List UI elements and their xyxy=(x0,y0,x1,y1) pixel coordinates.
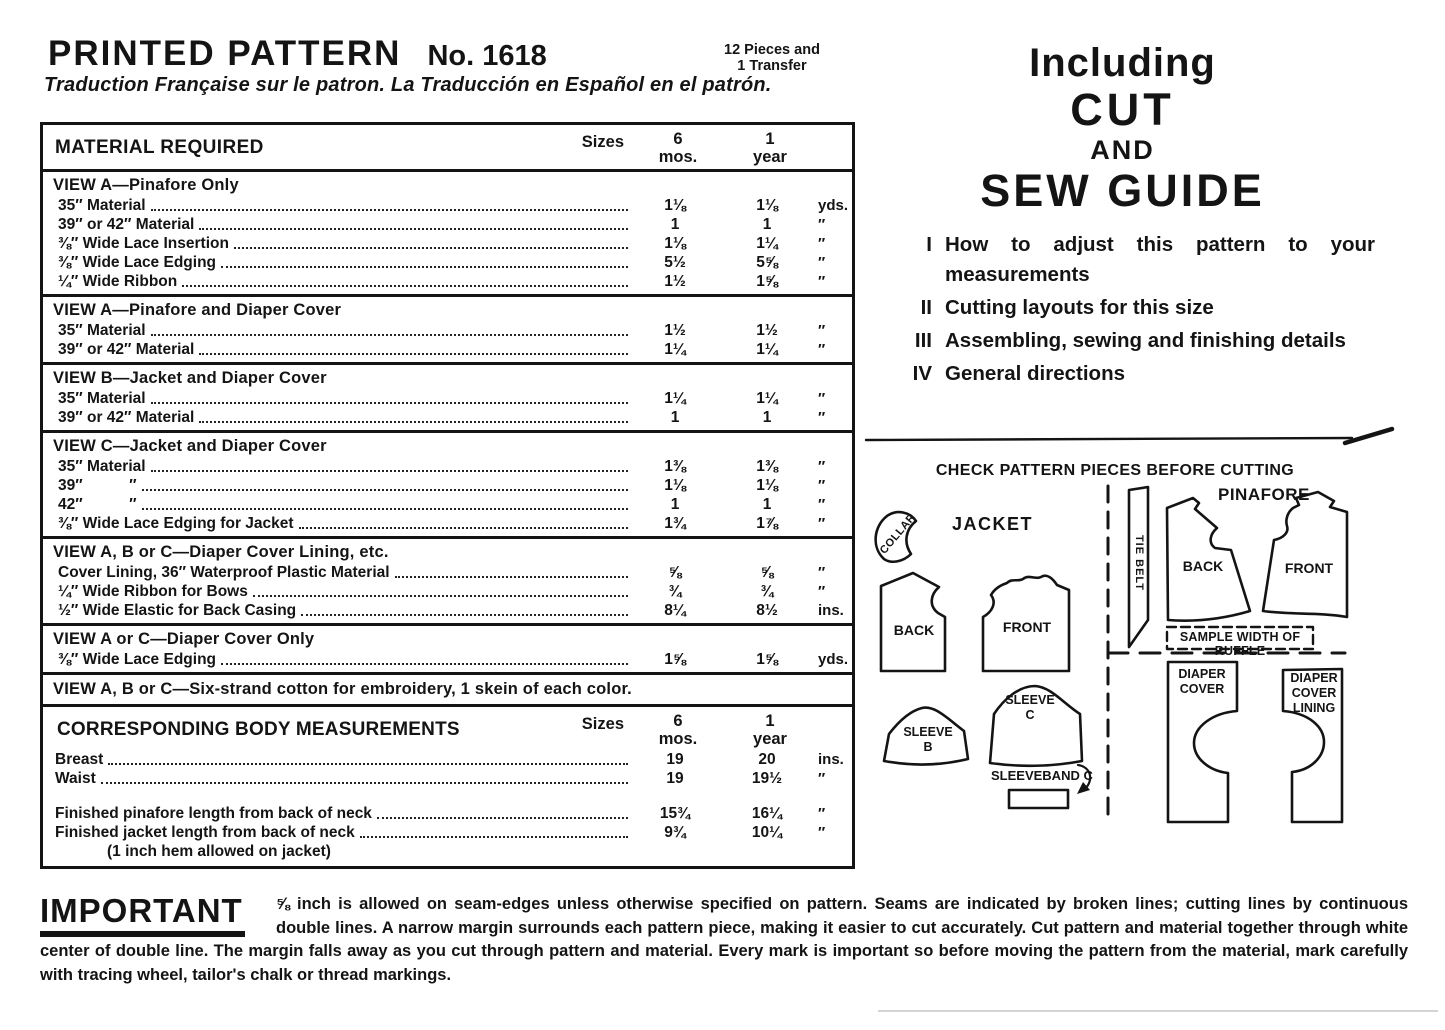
material-table-header xyxy=(43,125,852,172)
row-label: ½″ Wide Elastic for Back Casing xyxy=(58,602,297,619)
unit: ″ xyxy=(818,515,826,532)
sizes-label: Sizes xyxy=(581,715,624,733)
unit: ″ xyxy=(818,805,826,822)
value-1year: 1¼ xyxy=(756,235,778,252)
unit: ″ xyxy=(818,216,826,233)
dot-leader xyxy=(151,209,628,211)
diaper-cover-label: DIAPER COVER xyxy=(1178,667,1226,696)
pieces-count-line1: 12 Pieces and xyxy=(724,42,820,58)
value-6mos: 1⅜ xyxy=(664,458,686,475)
unit: ″ xyxy=(818,409,826,426)
pattern-number: No. 1618 xyxy=(427,40,547,72)
row-label: 39″ or 42″ Material xyxy=(58,216,195,233)
pinafore-front-shape xyxy=(1263,492,1347,617)
collar-piece-label: COLLAR xyxy=(877,511,919,557)
dot-leader xyxy=(182,285,628,287)
dot-leader xyxy=(108,763,628,765)
cut-and-sew-guide xyxy=(870,40,1375,392)
table-row xyxy=(43,253,852,272)
check-pattern-heading: CHECK PATTERN PIECES BEFORE CUTTING xyxy=(935,462,1295,479)
unit: ″ xyxy=(818,273,826,290)
value-6mos: 1⅝ xyxy=(664,651,686,668)
body-measurements xyxy=(43,707,852,866)
guide-item-numeral: III xyxy=(914,329,932,352)
dot-leader xyxy=(151,334,628,336)
unit: yds. xyxy=(818,197,849,214)
tie-belt-label: TIE BELT xyxy=(1133,534,1145,592)
table-row xyxy=(43,750,852,769)
value-1year: 1 xyxy=(762,496,772,513)
guide-item xyxy=(894,359,1375,389)
hem-note: (1 inch hem allowed on jacket) xyxy=(107,843,331,860)
table-row xyxy=(43,340,852,359)
spacer-row xyxy=(43,788,852,804)
important-section xyxy=(40,893,1408,987)
value-1year: 19½ xyxy=(751,770,783,787)
table-row xyxy=(43,321,852,340)
guide-list xyxy=(870,230,1375,389)
row-label: 39″ or 42″ Material xyxy=(58,341,195,358)
dot-leader xyxy=(234,247,628,249)
column-header-6mos: 6 mos. xyxy=(658,712,698,748)
guide-cut: CUT xyxy=(1070,84,1175,135)
column-header-1year: 1 year xyxy=(753,712,787,748)
dot-leader xyxy=(199,421,628,423)
table-row xyxy=(43,272,852,291)
value-6mos: 5½ xyxy=(664,254,686,271)
body-table-title: CORRESPONDING BODY MEASUREMENTS xyxy=(57,719,460,740)
table-title: MATERIAL REQUIRED xyxy=(55,137,264,158)
unit: ″ xyxy=(818,254,826,271)
value-6mos: 19 xyxy=(666,751,684,768)
guide-sew-guide: SEW GUIDE xyxy=(980,165,1265,216)
table-row xyxy=(43,769,852,788)
dot-leader xyxy=(253,595,628,597)
value-6mos: 1¼ xyxy=(664,390,686,407)
dot-leader xyxy=(151,402,628,404)
row-label: 35″ Material xyxy=(58,458,146,475)
value-6mos: 15¾ xyxy=(659,805,691,822)
value-1year: 1¼ xyxy=(756,341,778,358)
table-row xyxy=(43,234,852,253)
value-6mos: 1½ xyxy=(664,273,686,290)
table-row xyxy=(43,408,852,427)
pieces-count xyxy=(724,42,820,74)
table-row xyxy=(43,514,852,533)
panel-divider-tick xyxy=(1345,429,1392,443)
section-view-a-or-c-diaper-only xyxy=(43,626,852,675)
value-6mos: ⅝ xyxy=(668,564,682,581)
unit: ″ xyxy=(818,235,826,252)
unit: yds. xyxy=(818,651,849,668)
dot-leader xyxy=(221,663,628,665)
value-1year: 1 xyxy=(762,216,772,233)
value-1year: 1 xyxy=(762,409,772,426)
value-1year: 1⅞ xyxy=(756,515,778,532)
row-label: 39″ or 42″ Material xyxy=(58,409,195,426)
section-view-a-pinafore-only xyxy=(43,172,852,297)
unit: ″ xyxy=(818,390,826,407)
jacket-group-label: JACKET xyxy=(952,514,1034,534)
value-1year: 16¼ xyxy=(751,805,783,822)
unit: ″ xyxy=(818,564,826,581)
value-1year: 1⅛ xyxy=(756,477,778,494)
unit: ″ xyxy=(818,770,826,787)
table-row xyxy=(43,823,852,842)
unit: ins. xyxy=(818,602,844,619)
table-row xyxy=(43,601,852,620)
value-6mos: 1¾ xyxy=(664,515,686,532)
section-view-a-pinafore-diaper xyxy=(43,297,852,365)
value-1year: 20 xyxy=(758,751,776,768)
value-1year: 1¼ xyxy=(756,390,778,407)
row-label: ¼″ Wide Ribbon for Bows xyxy=(58,583,248,600)
table-row xyxy=(43,196,852,215)
unit: ins. xyxy=(818,751,844,768)
value-6mos: 8¼ xyxy=(664,602,686,619)
guide-item-text: Cutting layouts for this size xyxy=(945,296,1214,319)
section-view-b-jacket-diaper xyxy=(43,365,852,433)
section-heading: VIEW C—Jacket and Diaper Cover xyxy=(53,437,327,455)
header xyxy=(48,34,547,74)
section-heading: VIEW A or C—Diaper Cover Only xyxy=(53,630,315,648)
value-1year: ¾ xyxy=(760,583,774,600)
table-row xyxy=(43,804,852,823)
value-1year: 1½ xyxy=(756,322,778,339)
row-label: Finished jacket length from back of neck xyxy=(55,824,355,841)
section-heading: VIEW A, B or C—Six-strand cotton for embroidery, 1 skein of each color. xyxy=(53,680,632,698)
unit: ″ xyxy=(818,341,826,358)
guide-and: AND xyxy=(1090,135,1155,165)
value-1year: 8½ xyxy=(756,602,778,619)
sleeve-b-label: SLEEVE B xyxy=(903,725,953,754)
pinafore-group-label: PINAFORE xyxy=(1218,485,1310,504)
unit: ″ xyxy=(818,583,826,600)
value-1year: 1⅜ xyxy=(756,458,778,475)
row-label: Breast xyxy=(55,751,104,768)
value-1year: 10¼ xyxy=(751,824,783,841)
value-6mos: 1⅛ xyxy=(664,235,686,252)
guide-item-text: General directions xyxy=(945,362,1126,385)
unit: ″ xyxy=(818,496,826,513)
dot-leader xyxy=(395,576,628,578)
value-6mos: 1⅛ xyxy=(664,197,686,214)
section-heading: VIEW A—Pinafore and Diaper Cover xyxy=(53,301,342,319)
dot-leader xyxy=(151,470,628,472)
table-row xyxy=(43,582,852,601)
page-title: PRINTED PATTERN xyxy=(48,34,402,73)
body-measurements-header xyxy=(43,707,852,750)
ruffle-sample-label: SAMPLE WIDTH OF RUFFLE xyxy=(1179,630,1301,658)
sleeveband-label: SLEEVEBAND C xyxy=(991,768,1093,783)
dot-leader xyxy=(221,266,628,268)
value-1year: 1⅛ xyxy=(756,197,778,214)
dot-leader xyxy=(199,228,628,230)
table-row xyxy=(43,495,852,514)
guide-item xyxy=(894,230,1375,290)
pinafore-front-label: FRONT xyxy=(1284,560,1334,576)
dot-leader xyxy=(142,489,628,491)
jacket-back-label: BACK xyxy=(893,622,935,638)
value-1year: 1⅝ xyxy=(756,273,778,290)
row-label: ⅜″ Wide Lace Edging xyxy=(58,651,217,668)
section-heading: VIEW B—Jacket and Diaper Cover xyxy=(53,369,327,387)
column-header-1year: 1 year xyxy=(753,130,787,166)
unit: ″ xyxy=(818,477,826,494)
important-text: ⅝ inch is allowed on seam-edges unless otherwise specified on pattern. Seams are indicated by broken lines; cutting lines by continuous double lines. A narrow margin surrounds each pattern piece, making it easier to cut accurately. Cut pattern and material together through white center of double line. The margin falls away as you cut through pattern and material. Every mark is important so before moving the pattern from the material, mark carefully with tracing wheel, tailor's chalk or thread markings. xyxy=(40,895,1408,984)
sleeve-c-label: SLEEVE C xyxy=(1005,693,1055,722)
table-row xyxy=(43,563,852,582)
row-label: ⅜″ Wide Lace Insertion xyxy=(58,235,229,252)
table-row xyxy=(43,457,852,476)
panel-divider-line xyxy=(866,438,1352,440)
jacket-front-label: FRONT xyxy=(1002,619,1052,635)
value-6mos: 9¾ xyxy=(664,824,686,841)
sleeveband-shape xyxy=(1009,790,1068,808)
pieces-count-line2: 1 Transfer xyxy=(737,58,807,74)
unit: ″ xyxy=(818,322,826,339)
dot-leader xyxy=(377,817,628,819)
guide-including: Including xyxy=(1029,41,1216,85)
section-view-abc-lining xyxy=(43,539,852,626)
row-label: ⅜″ Wide Lace Edging for Jacket xyxy=(58,515,294,532)
scan-artifact-line xyxy=(878,1010,1438,1012)
section-view-c-jacket-diaper xyxy=(43,433,852,539)
dot-leader xyxy=(101,782,628,784)
material-required-table xyxy=(40,122,855,869)
value-6mos: 19 xyxy=(666,770,684,787)
translation-note: Traduction Française sur le patron. La Traducción en Español en el patrón. xyxy=(44,74,772,96)
row-label: 35″ Material xyxy=(58,390,146,407)
row-label: Finished pinafore length from back of neck xyxy=(55,805,372,822)
value-6mos: 1¼ xyxy=(664,341,686,358)
row-label: Waist xyxy=(55,770,96,787)
dot-leader xyxy=(360,836,628,838)
row-label: ¼″ Wide Ribbon xyxy=(58,273,178,290)
row-label: 35″ Material xyxy=(58,197,146,214)
value-6mos: 1 xyxy=(670,496,680,513)
section-heading: VIEW A—Pinafore Only xyxy=(53,176,239,194)
column-header-6mos: 6 mos. xyxy=(658,130,698,166)
table-row xyxy=(43,476,852,495)
table-row xyxy=(43,650,852,669)
row-label: 39″ ″ xyxy=(58,477,137,494)
guide-item xyxy=(894,293,1375,323)
guide-item-numeral: II xyxy=(920,296,932,319)
important-underline xyxy=(40,931,245,937)
row-label: 42″ ″ xyxy=(58,496,137,513)
row-label: ⅜″ Wide Lace Edging xyxy=(58,254,217,271)
important-label: IMPORTANT xyxy=(40,893,262,937)
table-row xyxy=(43,389,852,408)
value-6mos: 1½ xyxy=(664,322,686,339)
guide-item-numeral: I xyxy=(926,233,932,256)
value-1year: ⅝ xyxy=(760,564,774,581)
row-label: 35″ Material xyxy=(58,322,146,339)
dot-leader xyxy=(299,527,628,529)
dot-leader xyxy=(142,508,628,510)
guide-item xyxy=(894,326,1375,356)
unit: ″ xyxy=(818,458,826,475)
section-six-strand-cotton xyxy=(43,675,852,707)
value-6mos: 1⅛ xyxy=(664,477,686,494)
dot-leader xyxy=(301,614,628,616)
guide-item-numeral: IV xyxy=(912,362,932,385)
sizes-label: Sizes xyxy=(581,133,624,151)
unit: ″ xyxy=(818,824,826,841)
diaper-cover-lining-label: DIAPER COVER LINING xyxy=(1290,671,1338,715)
dot-leader xyxy=(199,353,628,355)
section-heading: VIEW A, B or C—Diaper Cover Lining, etc. xyxy=(53,543,389,561)
pattern-pieces-diagram xyxy=(860,425,1445,870)
guide-item-text: Assembling, sewing and finishing details xyxy=(945,329,1346,352)
value-1year: 5⅝ xyxy=(756,254,778,271)
table-row xyxy=(43,215,852,234)
pinafore-back-label: BACK xyxy=(1182,558,1224,574)
guide-item-text: How to adjust this pattern to your measurements xyxy=(945,233,1375,286)
value-6mos: 1 xyxy=(670,216,680,233)
row-label: Cover Lining, 36″ Waterproof Plastic Material xyxy=(58,564,390,581)
value-6mos: 1 xyxy=(670,409,680,426)
value-6mos: ¾ xyxy=(668,583,682,600)
value-1year: 1⅝ xyxy=(756,651,778,668)
